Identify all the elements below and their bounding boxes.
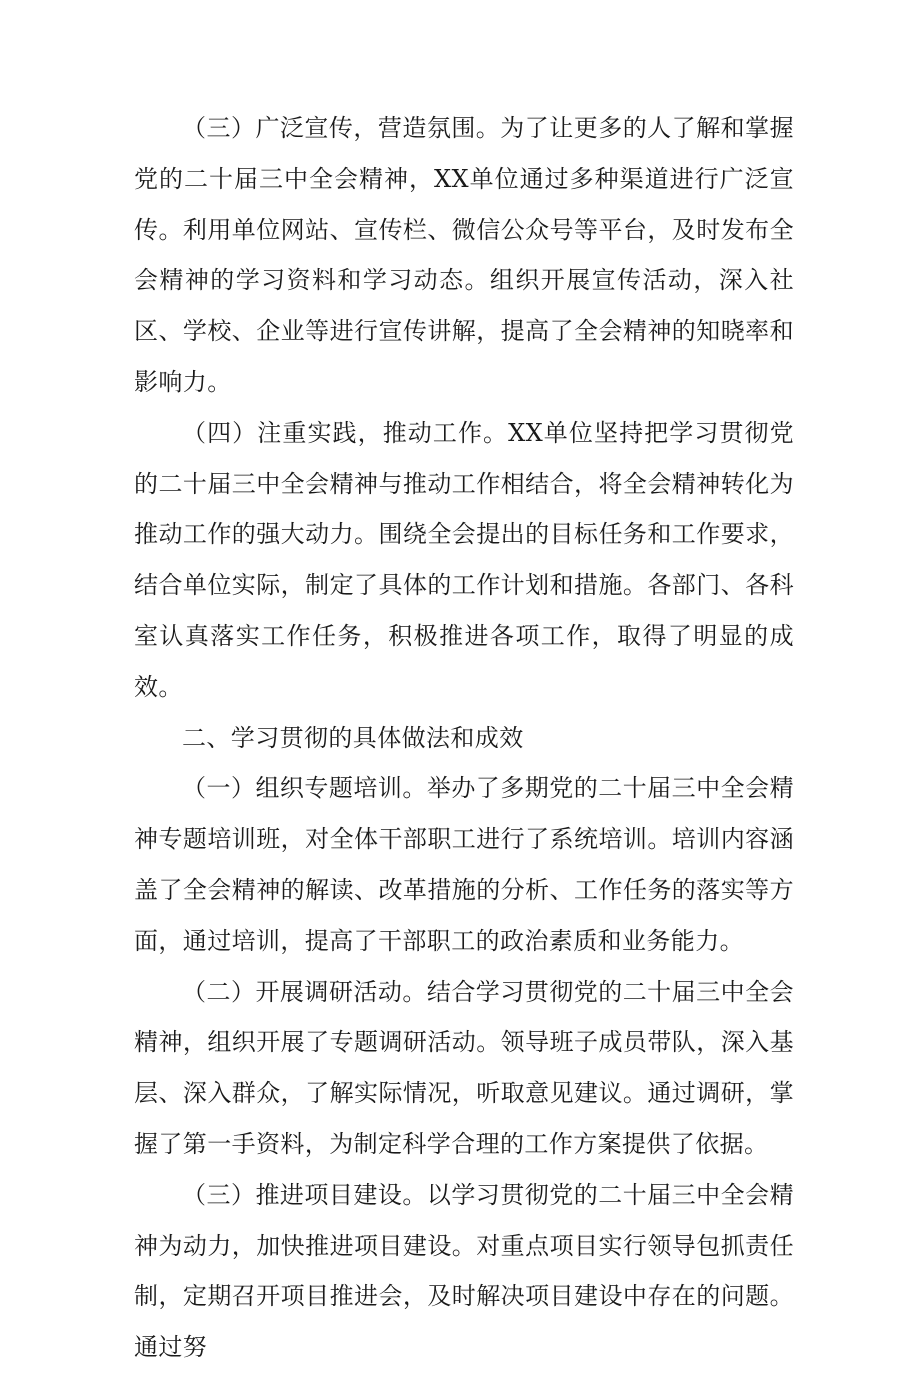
paragraph-training: （一）组织专题培训。举办了多期党的二十届三中全会精神专题培训班，对全体干部职工进行了系统培训。培训内容涵盖了全会精神的解读、改革措施的分析、工作任务的落实等方面，通过培训，提高了干部职工的政治素质和业务能力。 [134,774,794,955]
paragraph-publicity: （三）广泛宣传，营造氛围。为了让更多的人了解和掌握党的二十届三中全会精神，XX单位通过多种渠道进行广泛宣传。利用单位网站、宣传栏、微信公众号等平台，及时发布全会精神的学习资料和学习动态。组织开展宣传活动，深入社区、学校、企业等进行宣传讲解，提高了全会精神的知晓率和影响力。 [134,114,794,396]
paragraph-research: （二）开展调研活动。结合学习贯彻党的二十届三中全会精神，组织开展了专题调研活动。领导班子成员带队，深入基层、深入群众，了解实际情况，听取意见建议。通过调研，掌握了第一手资料，为制定科学合理的工作方案提供了依据。 [134,977,794,1158]
document-body [134,103,794,1373]
section-heading: 二、学习贯彻的具体做法和成效 [182,723,524,752]
paragraph-projects: （三）推进项目建设。以学习贯彻党的二十届三中全会精神为动力，加快推进项目建设。对重点项目实行领导包抓责任制，定期召开项目推进会，及时解决项目建设中存在的问题。通过努 [134,1180,794,1362]
paragraph-practice: （四）注重实践，推动工作。XX单位坚持把学习贯彻党的二十届三中全会精神与推动工作相结合，将全会精神转化为推动工作的强大动力。围绕全会提出的目标任务和工作要求，结合单位实际，制定了具体的工作计划和措施。各部门、各科室认真落实工作任务，积极推进各项工作，取得了明显的成效。 [134,418,794,701]
